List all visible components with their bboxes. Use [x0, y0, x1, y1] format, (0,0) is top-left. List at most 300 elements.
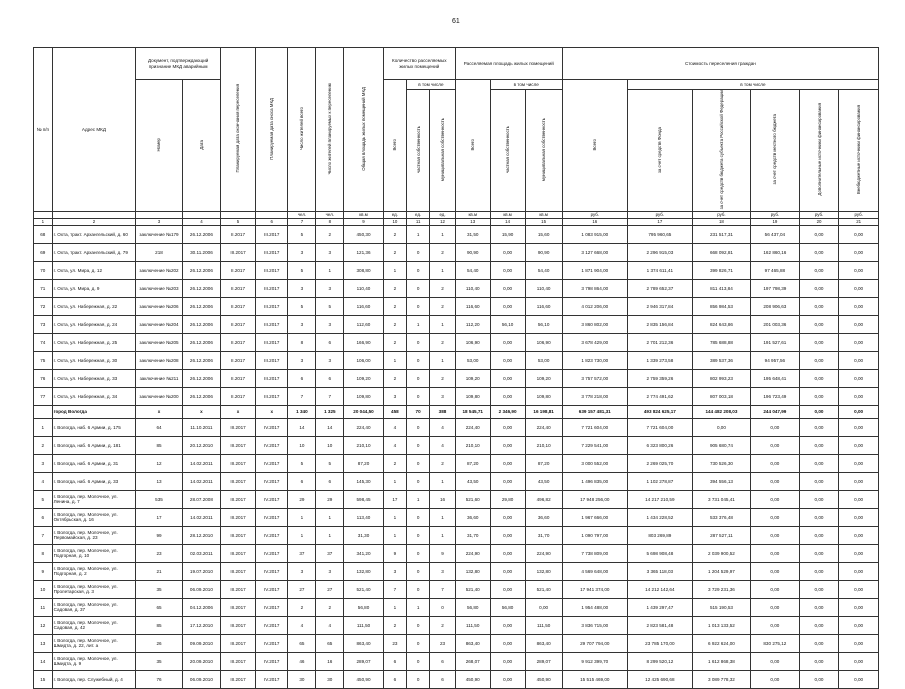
table-cell: 803 269,89	[627, 526, 692, 544]
table-cell: 3	[288, 315, 316, 333]
address-cell: г. Вологда, наб. 6 Армии, д. 33	[52, 472, 136, 490]
table-cell: 94 957,56	[750, 351, 799, 369]
table-cell: 521,60	[455, 490, 490, 508]
table-cell: 0	[430, 598, 456, 616]
table-cell: 0,00	[799, 652, 839, 670]
table-cell: 1	[383, 472, 406, 490]
table-cell: III.2017	[255, 333, 288, 351]
table-cell: 54,40	[525, 261, 562, 279]
table-cell: 224,40	[455, 418, 490, 436]
table-cell: 29,80	[490, 490, 525, 508]
table-cell: 3	[288, 351, 316, 369]
table-cell: II.2017	[221, 297, 256, 315]
table-cell: 0	[407, 634, 430, 652]
table-cell: 598,45	[344, 490, 384, 508]
table-cell: 196 723,49	[750, 387, 799, 405]
table-cell: 399 826,71	[692, 261, 750, 279]
table-cell: 0,00	[839, 562, 879, 580]
table-cell: 4 569 648,00	[562, 562, 627, 580]
col-number-cell-19: 19	[750, 218, 799, 225]
table-cell: 0,00	[490, 418, 525, 436]
table-cell: 70	[34, 261, 53, 279]
unit-cell-9: кв.м	[344, 211, 384, 218]
table-row	[34, 243, 879, 261]
col-residents-header: Число жителей всего	[288, 48, 316, 212]
table-cell: 30	[316, 670, 344, 688]
table-cell: 31,70	[455, 526, 490, 544]
table-cell: 1	[34, 418, 53, 436]
col-local-header: за счет средств местного бюджета	[750, 90, 799, 212]
table-cell: 132,80	[455, 562, 490, 580]
table-cell: III.2017	[221, 472, 256, 490]
col-count-all-header: Всего	[383, 80, 406, 212]
table-cell: 162 860,16	[750, 243, 799, 261]
table-cell: 20.09.2010	[182, 652, 220, 670]
table-cell: III.2017	[255, 261, 288, 279]
table-cell: 10	[316, 436, 344, 454]
table-cell: 53,00	[525, 351, 562, 369]
table-cell: 0,00	[750, 598, 799, 616]
col-area-total-header: Общая площадь жилых помещений МКД	[344, 48, 384, 212]
table-cell: 17 941 374,00	[562, 580, 627, 598]
table-cell: 6 922 624,00	[692, 634, 750, 652]
table-cell: 1 204 529,97	[692, 562, 750, 580]
table-cell: 04.12.2006	[182, 598, 220, 616]
table-cell: IV.2017	[255, 544, 288, 562]
table-cell: 31,30	[344, 526, 384, 544]
table-cell: 224,40	[525, 418, 562, 436]
table-cell: III.2017	[221, 634, 256, 652]
table-row	[34, 526, 879, 544]
table-cell: 1 325	[316, 405, 344, 418]
table-cell: 0,00	[839, 490, 879, 508]
table-row	[34, 279, 879, 297]
table-cell: 30.11.2006	[182, 243, 220, 261]
table-cell: 210,10	[344, 436, 384, 454]
table-cell: 3	[316, 351, 344, 369]
table-cell: 218	[136, 243, 182, 261]
table-cell: 0,00	[839, 418, 879, 436]
unit-cell-4	[182, 211, 220, 218]
address-cell: г. Охта, ул. Набережная, д. 24	[52, 315, 136, 333]
table-cell: 3 127 668,00	[562, 243, 627, 261]
address-cell: г. Охта, ул. Мира, д. 9	[52, 279, 136, 297]
table-cell: 730 526,30	[692, 454, 750, 472]
table-cell: 110,40	[525, 279, 562, 297]
unit-cell-16: руб.	[562, 211, 627, 218]
table-cell: 14.02.2011	[182, 472, 220, 490]
table-cell: 3 365 118,03	[627, 562, 692, 580]
table-cell: 14 217 210,59	[627, 490, 692, 508]
table-cell: 0,00	[839, 297, 879, 315]
address-cell: г. Вологда, наб. 6 Армии, д. 31	[52, 454, 136, 472]
table-cell: 116,60	[525, 297, 562, 315]
table-cell: 85	[136, 436, 182, 454]
table-row	[34, 634, 879, 652]
table-cell: 16 198,81	[525, 405, 562, 418]
table-cell: 0,00	[799, 261, 839, 279]
table-cell: 144 482 208,03	[692, 405, 750, 418]
table-cell: 77	[34, 387, 53, 405]
table-cell: 450,30	[344, 225, 384, 243]
table-cell: 6	[430, 652, 456, 670]
table-cell: заключение №208	[136, 351, 182, 369]
table-cell: 0,00	[799, 670, 839, 688]
table-cell: 201 003,36	[750, 315, 799, 333]
col-count-municipal-header: муниципальная собственность	[430, 90, 456, 212]
col-number-cell-15: 15	[525, 218, 562, 225]
table-cell: 0,00	[839, 315, 879, 333]
table-cell: III.2017	[221, 454, 256, 472]
table-cell: 6	[288, 472, 316, 490]
table-cell: 0,00	[799, 526, 839, 544]
table-row	[34, 297, 879, 315]
table-cell: 0,00	[750, 508, 799, 526]
table-cell: 9 912 399,70	[562, 652, 627, 670]
table-cell: 0,00	[839, 598, 879, 616]
table-cell: 0,00	[799, 418, 839, 436]
table-cell: заключение №179	[136, 225, 182, 243]
table-cell: 0	[407, 369, 430, 387]
table-cell: III.2017	[221, 526, 256, 544]
table-cell: III.2017	[221, 562, 256, 580]
table-cell: III.2017	[221, 243, 256, 261]
table-cell: 26.12.2006	[182, 351, 220, 369]
table-cell: 0,00	[490, 670, 525, 688]
table-cell: 29	[316, 490, 344, 508]
table-cell: 1 954 488,00	[562, 598, 627, 616]
address-cell: г. Охта, ул. Набережная, д. 25	[52, 333, 136, 351]
table-row	[34, 490, 879, 508]
table-cell: 244 047,99	[750, 405, 799, 418]
table-cell: 0	[407, 333, 430, 351]
table-cell: 2	[383, 315, 406, 333]
table-cell: x	[182, 405, 220, 418]
unit-cell-21: руб.	[839, 211, 879, 218]
table-cell: 458	[383, 405, 406, 418]
table-cell: 06.09.2010	[182, 670, 220, 688]
table-cell: 0,00	[490, 333, 525, 351]
table-cell: 493 824 625,17	[627, 405, 692, 418]
table-cell: 0,00	[839, 333, 879, 351]
col-number-cell-3: 3	[136, 218, 182, 225]
table-cell: 0,00	[839, 670, 879, 688]
table-cell: 450,90	[525, 670, 562, 688]
table-cell: 8	[288, 333, 316, 351]
table-cell: 0,00	[799, 580, 839, 598]
table-cell: 113,40	[344, 508, 384, 526]
table-cell: 31,70	[525, 526, 562, 544]
table-cell: 14.02.2011	[182, 508, 220, 526]
col-area-all-header: Всего	[455, 80, 490, 212]
table-cell: 2 823 581,48	[627, 616, 692, 634]
table-cell: 4	[430, 436, 456, 454]
table-cell: 2	[430, 454, 456, 472]
table-row	[34, 387, 879, 405]
table-row	[34, 333, 879, 351]
col-doc-header: Документ, подтверждающий признание МКД аварийным	[136, 48, 221, 80]
col-idx-header: № п/п	[34, 48, 53, 212]
table-cell: 16	[316, 652, 344, 670]
table-cell: IV.2017	[255, 652, 288, 670]
table-cell: 27	[288, 580, 316, 598]
table-cell: 0	[407, 454, 430, 472]
table-cell: 17	[383, 490, 406, 508]
table-cell: 1	[316, 526, 344, 544]
table-cell: 2	[430, 369, 456, 387]
table-cell: 4	[430, 418, 456, 436]
col-number-cell-4: 4	[182, 218, 220, 225]
table-row	[34, 508, 879, 526]
table-cell: 2	[288, 598, 316, 616]
table-cell: 0,00	[799, 562, 839, 580]
table-cell: 0,00	[839, 526, 879, 544]
table-cell: 639 157 481,31	[562, 405, 627, 418]
table-cell: III.2017	[221, 616, 256, 634]
table-cell: 341,20	[344, 544, 384, 562]
table-cell: 0,00	[490, 261, 525, 279]
table-cell: II.2017	[221, 261, 256, 279]
table-cell: 166,90	[344, 333, 384, 351]
table-row	[34, 670, 879, 688]
table-cell: 14.02.2011	[182, 454, 220, 472]
resettlement-table	[33, 47, 879, 689]
table-cell: 109,20	[455, 369, 490, 387]
table-cell: 287 527,11	[692, 526, 750, 544]
table-cell: 19.07.2010	[182, 562, 220, 580]
table-row	[34, 261, 879, 279]
table-cell: 905 680,74	[692, 436, 750, 454]
table-cell: III.2017	[221, 670, 256, 688]
table-cell: IV.2017	[255, 580, 288, 598]
unit-cell-19: руб.	[750, 211, 799, 218]
table-cell: 99	[136, 526, 182, 544]
table-cell: 0	[407, 297, 430, 315]
table-cell: 2	[430, 297, 456, 315]
table-cell: 6 323 800,26	[627, 436, 692, 454]
table-cell: 2	[383, 333, 406, 351]
table-cell: 11.10.2011	[182, 418, 220, 436]
table-cell: 28.07.2008	[182, 490, 220, 508]
table-cell: 6	[316, 472, 344, 490]
col-number-cell-8: 8	[316, 218, 344, 225]
col-fund-header: за счет средств Фонда	[627, 90, 692, 212]
table-cell: III.2017	[221, 508, 256, 526]
table-cell: 0,00	[839, 279, 879, 297]
address-cell: город Вологда	[52, 405, 136, 418]
table-cell: 2	[383, 279, 406, 297]
table-cell: 7 721 604,00	[627, 418, 692, 436]
table-cell: 0,00	[525, 598, 562, 616]
table-cell: 208 906,63	[750, 297, 799, 315]
table-cell: 1 823 730,00	[562, 351, 627, 369]
table-cell: 863,40	[344, 634, 384, 652]
unit-cell-20: руб.	[799, 211, 839, 218]
table-cell: 1 013 133,52	[692, 616, 750, 634]
table-cell: 1 102 278,87	[627, 472, 692, 490]
table-cell: 9	[383, 544, 406, 562]
table-cell: 5	[288, 297, 316, 315]
col-number-cell-6: 6	[255, 218, 288, 225]
table-cell: 5	[288, 261, 316, 279]
table-cell: III.2017	[255, 225, 288, 243]
table-cell: 90,90	[525, 243, 562, 261]
table-cell: 2 296 915,03	[627, 243, 692, 261]
table-cell: 109,80	[455, 387, 490, 405]
table-cell: 2 701 212,36	[627, 333, 692, 351]
table-cell: 1	[430, 351, 456, 369]
table-cell: 12	[34, 616, 53, 634]
table-cell: 65	[136, 598, 182, 616]
table-cell: 26	[136, 634, 182, 652]
page-number: 61	[452, 18, 460, 25]
table-cell: II.2017	[221, 387, 256, 405]
col-number-cell-21: 21	[839, 218, 879, 225]
table-cell: 35	[136, 652, 182, 670]
table-cell: 14	[288, 418, 316, 436]
table-cell: 5	[316, 454, 344, 472]
table-cell: 863,40	[455, 634, 490, 652]
col-number-cell-11: 11	[407, 218, 430, 225]
table-cell: 2	[316, 598, 344, 616]
table-cell: 145,30	[344, 472, 384, 490]
table-cell	[34, 405, 53, 418]
table-cell: 0	[407, 351, 430, 369]
table-cell: 132,80	[525, 562, 562, 580]
table-cell: 14	[316, 418, 344, 436]
col-number-cell-20: 20	[799, 218, 839, 225]
table-cell: III.2017	[221, 580, 256, 598]
table-cell: 224,90	[525, 544, 562, 562]
address-cell: г. Вологда, пер. Молочное, ул. Ленина, д. 7	[52, 490, 136, 508]
table-cell: 121,36	[344, 243, 384, 261]
table-cell: 56,80	[455, 598, 490, 616]
address-cell: г. Охта, ул. Набережная, д. 33	[52, 369, 136, 387]
table-cell: 4	[383, 418, 406, 436]
table-cell: 668 092,81	[692, 243, 750, 261]
table-cell: заключение №211	[136, 369, 182, 387]
table-cell: 5 698 908,48	[627, 544, 692, 562]
table-cell: III.2017	[255, 387, 288, 405]
table-cell: 450,90	[344, 670, 384, 688]
col-cost-all-header: Всего	[562, 80, 627, 212]
table-cell: 109,80	[344, 387, 384, 405]
table-cell: III.2017	[255, 315, 288, 333]
table-cell: 6	[288, 369, 316, 387]
table-cell: 27	[316, 580, 344, 598]
table-cell: 0,00	[799, 490, 839, 508]
address-cell: г. Охта, ул. Набережная, д. 34	[52, 387, 136, 405]
address-cell: г. Вологда, пер. Молочное, ул. Садовая, д. 37	[52, 598, 136, 616]
table-cell: 46	[288, 652, 316, 670]
table-cell: 197 798,39	[750, 279, 799, 297]
table-cell: 0,00	[750, 670, 799, 688]
table-cell: 289,07	[525, 652, 562, 670]
address-cell: г. Охта, ул. Набережная, д. 22	[52, 297, 136, 315]
table-cell: 195 648,41	[750, 369, 799, 387]
table-cell: 116,60	[455, 297, 490, 315]
table-cell: 0	[407, 436, 430, 454]
table-cell: 06.09.2010	[182, 580, 220, 598]
table-cell: 1	[288, 526, 316, 544]
table-cell: 224,90	[455, 544, 490, 562]
table-cell: 6	[316, 333, 344, 351]
table-cell: 2 039 900,52	[692, 544, 750, 562]
table-cell: 112,20	[455, 315, 490, 333]
table-cell: 521,40	[455, 580, 490, 598]
table-cell: 1	[383, 351, 406, 369]
table-cell: 111,50	[455, 616, 490, 634]
col-number-cell-16: 16	[562, 218, 627, 225]
table-cell: 1 496 835,00	[562, 472, 627, 490]
address-cell: г. Вологда, пер. Молочное, ул. Первомайская, д. 23	[52, 526, 136, 544]
col-number-cell-9: 9	[344, 218, 384, 225]
table-cell: 0,00	[490, 634, 525, 652]
unit-cell-14: кв.м	[490, 211, 525, 218]
table-row	[34, 562, 879, 580]
unit-cell-5	[221, 211, 256, 218]
unit-cell-7: чел.	[288, 211, 316, 218]
table-cell: 1	[407, 490, 430, 508]
table-cell: 23	[383, 634, 406, 652]
address-cell: г. Охта, ул. Мира, д. 12	[52, 261, 136, 279]
table-cell: II.2017	[221, 225, 256, 243]
table-cell: 18 545,71	[455, 405, 490, 418]
table-cell: 4 012 206,00	[562, 297, 627, 315]
table-cell: II.2017	[221, 351, 256, 369]
address-cell: г. Вологда, наб. 6 Армии, д. 181	[52, 436, 136, 454]
table-cell: 0,00	[799, 369, 839, 387]
unit-cell-2	[52, 211, 136, 218]
table-cell: 109,20	[344, 369, 384, 387]
address-cell: г. Вологда, пер. Молочное, ул. Пролетарская, д. 3	[52, 580, 136, 598]
table-cell: 0,00	[799, 225, 839, 243]
col-number-cell-18: 18	[692, 218, 750, 225]
unit-cell-8: чел.	[316, 211, 344, 218]
table-cell: 69	[34, 243, 53, 261]
table-cell: 110,40	[344, 279, 384, 297]
table-cell: 20.12.2010	[182, 436, 220, 454]
table-cell: 8 299 520,12	[627, 652, 692, 670]
table-cell: 521,40	[525, 580, 562, 598]
table-cell: 87,20	[525, 454, 562, 472]
table-cell: 3	[34, 454, 53, 472]
table-cell: 26.12.2006	[182, 315, 220, 333]
table-cell: 2	[430, 616, 456, 634]
table-cell: IV.2017	[255, 634, 288, 652]
table-cell: 3 089 778,32	[692, 670, 750, 688]
table-cell: II.2017	[221, 369, 256, 387]
table-cell: заключение №205	[136, 333, 182, 351]
table-cell: III.2017	[221, 418, 256, 436]
table-cell: III.2017	[255, 297, 288, 315]
table-cell: заключение №200	[136, 387, 182, 405]
table-row	[34, 544, 879, 562]
table-cell: 0,00	[799, 472, 839, 490]
table-cell: 1	[430, 261, 456, 279]
table-cell: 12 425 690,68	[627, 670, 692, 688]
table-cell: 9	[34, 562, 53, 580]
table-cell: 0	[407, 279, 430, 297]
table-cell: 7	[316, 387, 344, 405]
address-cell: г. Охта, ул. Набережная, д. 30	[52, 351, 136, 369]
table-cell: III.2017	[255, 369, 288, 387]
table-cell: 0,00	[799, 598, 839, 616]
table-cell: 0,00	[839, 261, 879, 279]
table-cell: 0,00	[799, 634, 839, 652]
table-cell: x	[221, 405, 256, 418]
table-cell: 43,50	[525, 472, 562, 490]
